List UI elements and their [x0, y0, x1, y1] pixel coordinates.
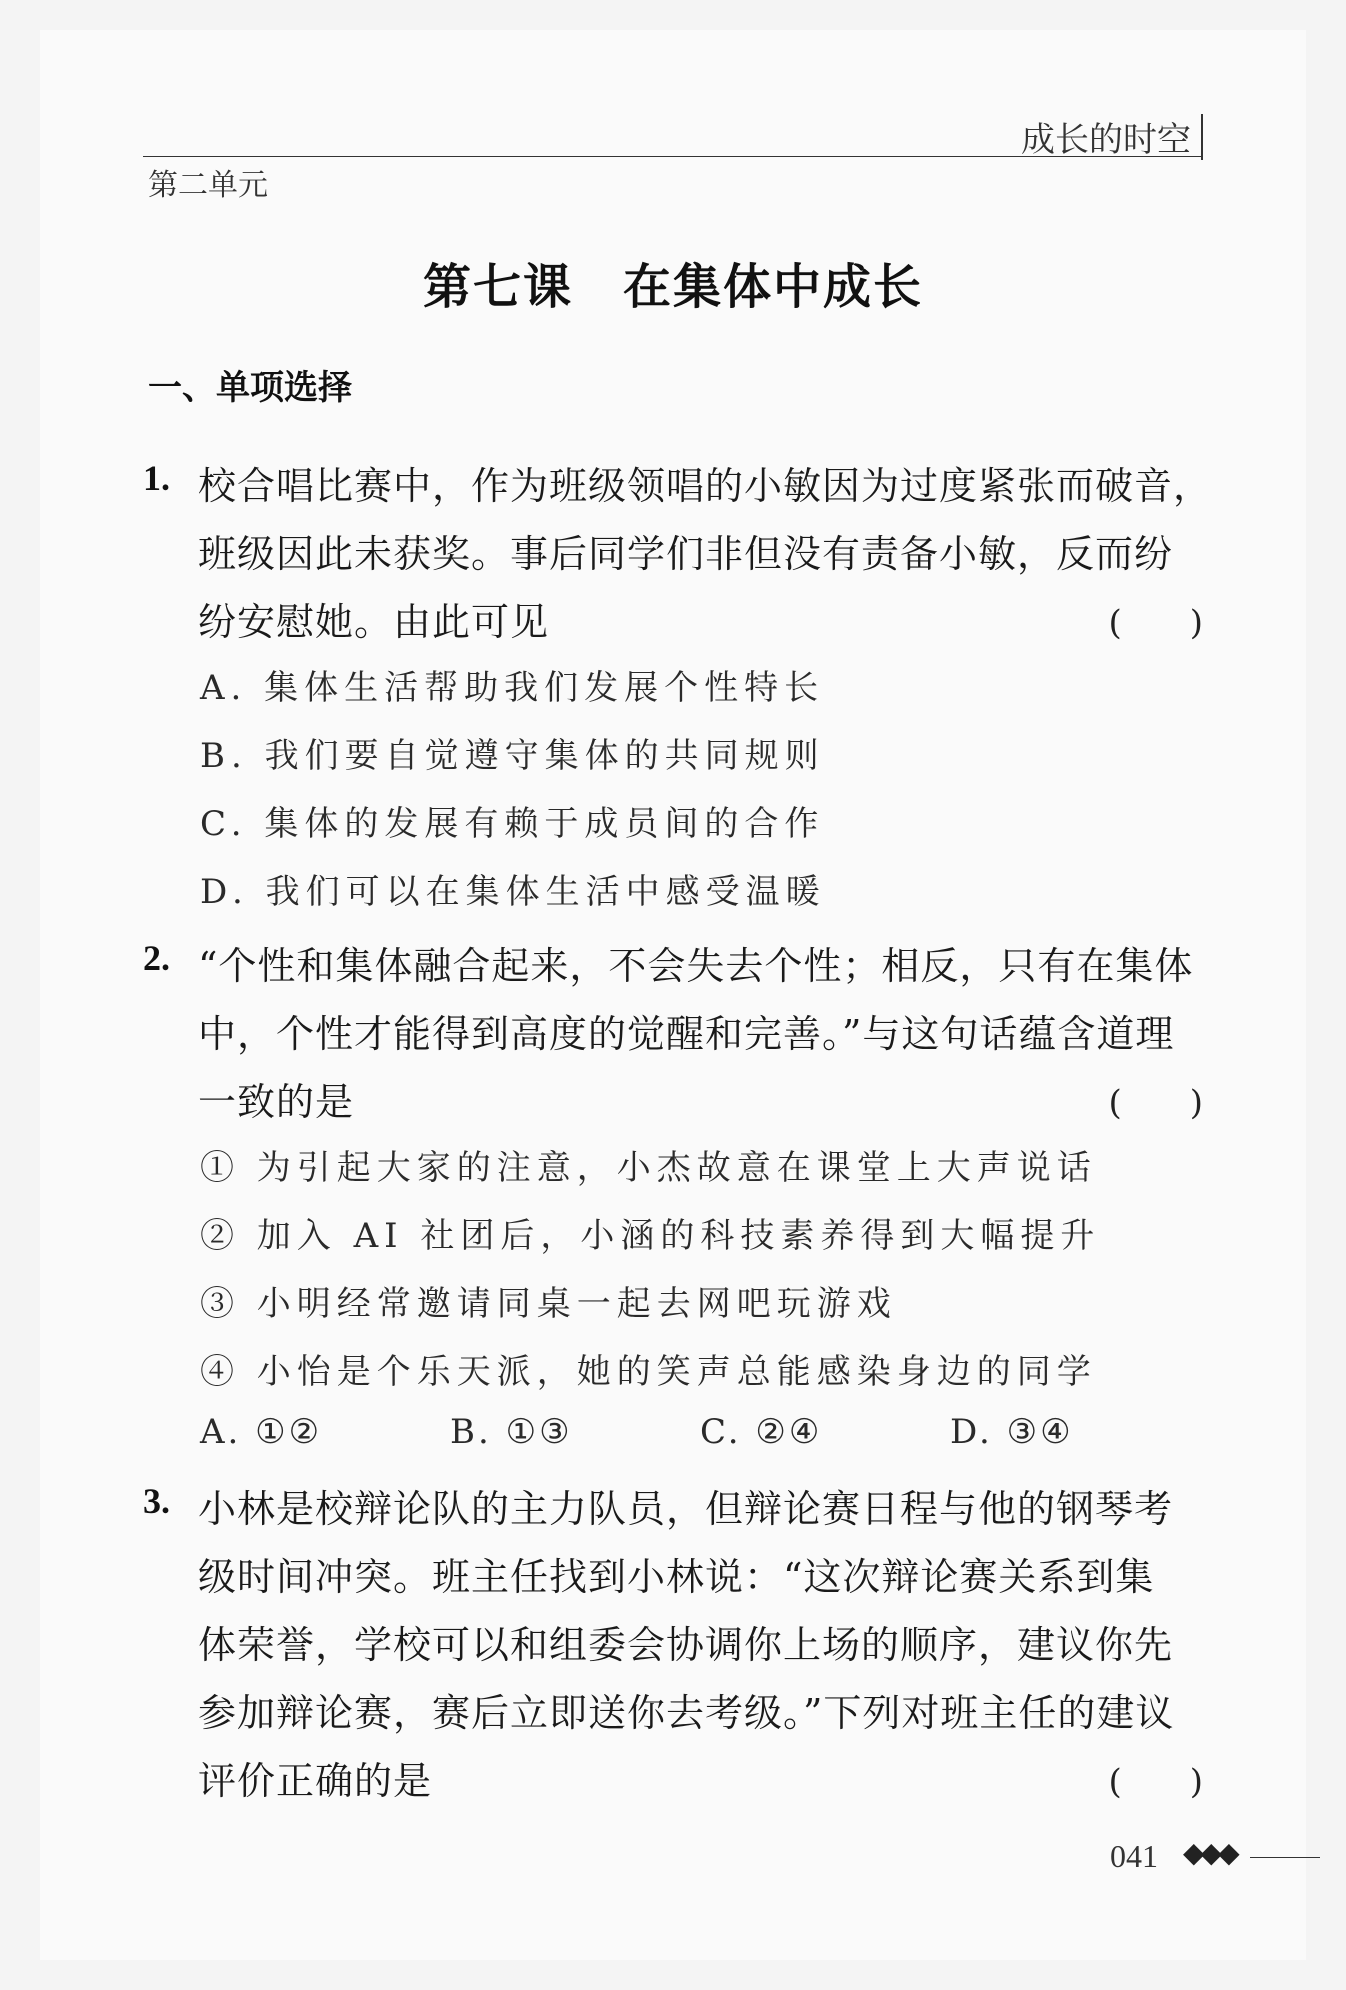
unit-label: 第二单元 — [148, 168, 268, 203]
question-text-line: 体荣誉，学校可以和组委会协调你上场的顺序，建议你先 — [198, 1623, 1174, 1667]
option-c[interactable]: C. 集体的发展有赖于成员间的合作 — [200, 804, 825, 844]
question-text-line: 评价正确的是 — [198, 1759, 433, 1803]
question-number: 1. — [143, 458, 170, 498]
answer-blank[interactable]: ( ) — [1108, 1083, 1203, 1123]
choice-a[interactable]: A. ①② — [200, 1412, 323, 1452]
question-text-line: 一致的是 — [198, 1080, 355, 1124]
statement-4: ④ 小怡是个乐天派，她的笑声总能感染身边的同学 — [200, 1352, 1097, 1392]
footer-rule — [1250, 1857, 1320, 1858]
answer-blank[interactable]: ( ) — [1108, 1762, 1203, 1802]
question-text-line: 中，个性才能得到高度的觉醒和完善。”与这句话蕴含道理 — [198, 1012, 1175, 1056]
section-title: 一、单项选择 — [148, 368, 352, 408]
question-text-line: “个性和集体融合起来，不会失去个性；相反，只有在集体 — [198, 944, 1194, 988]
question-text-line: 纷安慰她。由此可见 — [198, 600, 550, 644]
question-1 — [143, 455, 1213, 912]
statement-1: ① 为引起大家的注意，小杰故意在课堂上大声说话 — [200, 1148, 1097, 1188]
choice-c[interactable]: C. ②④ — [700, 1412, 823, 1452]
statement-3: ③ 小明经常邀请同桌一起去网吧玩游戏 — [200, 1284, 897, 1324]
question-text-line: 校合唱比赛中，作为班级领唱的小敏因为过度紧张而破音， — [198, 464, 1213, 508]
question-text-line: 级时间冲突。班主任找到小林说：“这次辩论赛关系到集 — [198, 1555, 1155, 1599]
option-d[interactable]: D. 我们可以在集体生活中感受温暖 — [200, 872, 826, 912]
option-a[interactable]: A. 集体生活帮助我们发展个性特长 — [200, 668, 825, 708]
statement-2: ② 加入 AI 社团后，小涵的科技素养得到大幅提升 — [200, 1216, 1101, 1256]
option-b[interactable]: B. 我们要自觉遵守集体的共同规则 — [200, 736, 825, 776]
choice-d[interactable]: D. ③④ — [950, 1412, 1074, 1452]
question-number: 3. — [143, 1481, 170, 1521]
answer-blank[interactable]: ( ) — [1108, 603, 1203, 643]
diamond-ornament-icon: ◆◆◆ — [1183, 1836, 1236, 1869]
question-text-line: 班级因此未获奖。事后同学们非但没有责备小敏，反而纷 — [198, 532, 1174, 576]
choice-b[interactable]: B. ①③ — [450, 1412, 573, 1452]
question-3 — [143, 1478, 1203, 1818]
question-number: 2. — [143, 938, 170, 978]
page-number: 041 — [1110, 1838, 1158, 1874]
running-header-title: 成长的时空 — [1021, 112, 1203, 161]
lesson-title: 第七课 在集体中成长 — [422, 259, 923, 315]
question-2 — [143, 935, 1203, 1455]
question-text-line: 参加辩论赛，赛后立即送你去考级。”下列对班主任的建议 — [198, 1691, 1175, 1735]
question-text-line: 小林是校辩论队的主力队员，但辩论赛日程与他的钢琴考 — [198, 1487, 1174, 1531]
header-rule — [143, 156, 1203, 157]
